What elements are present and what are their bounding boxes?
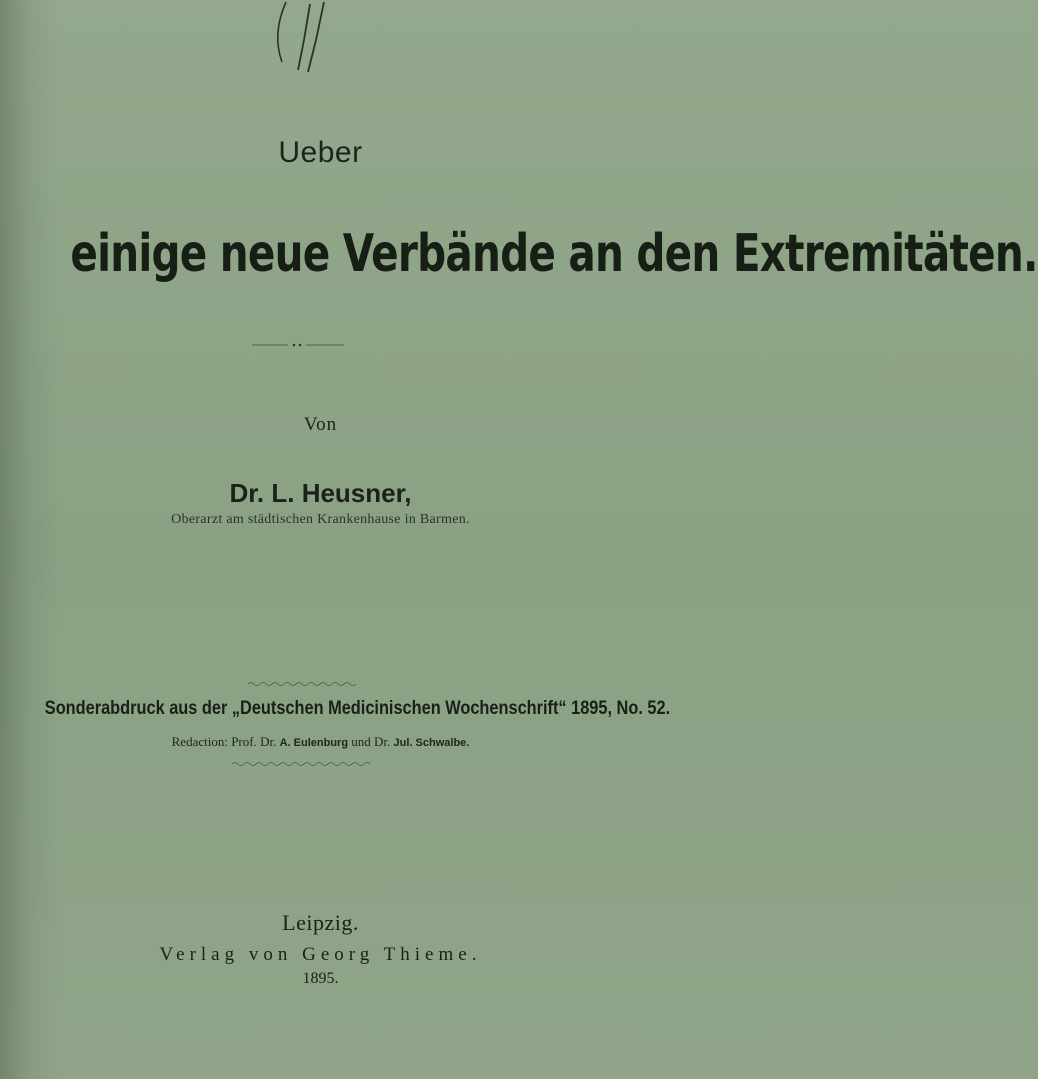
- wavy-rule-bottom: [232, 760, 372, 768]
- wavy-rule-top: [248, 680, 358, 688]
- main-title: einige neue Verbände an den Extremitäten.: [70, 224, 1038, 284]
- editors-prefix: Prof. Dr.: [231, 734, 277, 749]
- offprint-note: Sonderabdruck aus der „Deutschen Medicinischen Wochenschrift“ 1895, No. 52.: [44, 698, 671, 719]
- editors-label: Redaction:: [171, 734, 228, 749]
- pre-title: Ueber: [278, 136, 363, 169]
- publication-city: Leipzig.: [282, 910, 359, 935]
- author-name: Dr. L. Heusner,: [229, 478, 412, 508]
- publisher: Verlag von Georg Thieme.: [159, 944, 482, 965]
- editor-schwalbe: Jul. Schwalbe.: [393, 737, 470, 749]
- editors-and: und Dr.: [351, 734, 391, 749]
- publication-year: 1895.: [302, 970, 339, 987]
- handwritten-mark: [258, 0, 348, 80]
- editor-eulenburg: A. Eulenburg: [279, 737, 349, 749]
- author-affiliation: Oberarzt am städtischen Krankenhause in Barmen.: [171, 512, 470, 527]
- by-line: Von: [303, 414, 338, 435]
- editors-line: [0, 734, 641, 750]
- ornament-divider: [248, 340, 348, 350]
